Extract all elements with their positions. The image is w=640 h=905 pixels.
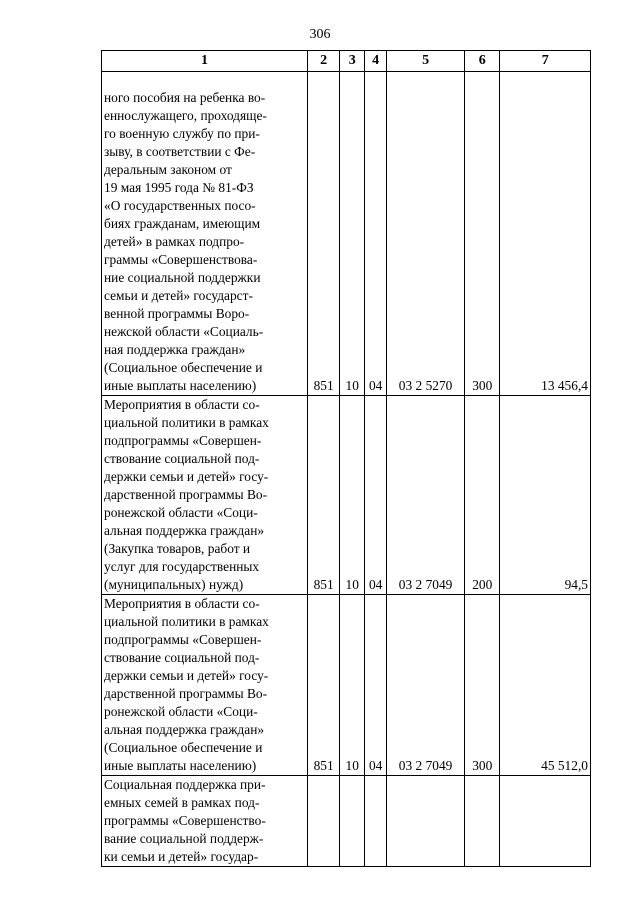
table-row [102, 776, 591, 867]
row-pr-code: 04 [365, 72, 387, 396]
row-csr-code: 03 2 5270 [387, 72, 465, 396]
row-amount [500, 776, 591, 867]
row-csr-code: 03 2 7049 [387, 595, 465, 776]
row-amount: 13 456,4 [500, 72, 591, 396]
row-csr-code: 03 2 7049 [387, 396, 465, 595]
row-description: Социальная поддержка при- емных семей в рамках под- программы «Совершенство- вание социальной поддерж- ки семьи и детей» государ- [102, 776, 308, 867]
table-body [102, 72, 591, 867]
header-row [102, 51, 591, 72]
row-rz-code: 10 [340, 72, 365, 396]
page-number: 306 [309, 27, 331, 42]
table-row [102, 72, 591, 396]
table-row [102, 396, 591, 595]
column-header-1: 1 [102, 51, 308, 72]
column-header-6: 6 [465, 51, 500, 72]
row-pr-code: 04 [365, 595, 387, 776]
row-csr-code [387, 776, 465, 867]
row-vr-code [465, 776, 500, 867]
row-gr-code: 851 [308, 72, 340, 396]
row-gr-code: 851 [308, 396, 340, 595]
row-pr-code: 04 [365, 396, 387, 595]
row-gr-code [308, 776, 340, 867]
row-amount: 94,5 [500, 396, 591, 595]
row-description: Мероприятия в области со- циальной политики в рамках подпрограммы «Совершен- ствование социальной под- держки семьи и детей» госу- дарственной программы Во- ронежской области «Соци- альная поддержка граждан» (Социальное обеспечение и иные выплаты населению) [102, 595, 308, 776]
row-gr-code: 851 [308, 595, 340, 776]
row-rz-code [340, 776, 365, 867]
table-header [102, 51, 591, 72]
row-description: ного пособия на ребенка во- еннослужащего, проходяще- го военную службу по при- зыву, в соответствии с Фе- деральным законом от 19 мая 1995 года № 81-ФЗ «О государственных посо- биях гражданам, имеющим детей» в рамках подпро- граммы «Совершенствова- ние социальной поддержки семьи и детей» государст- венной программы Воро- нежской области «Социаль- ная поддержка граждан» (Социальное обеспечение и иные выплаты населению) [102, 72, 308, 396]
row-rz-code: 10 [340, 595, 365, 776]
column-header-5: 5 [387, 51, 465, 72]
row-vr-code: 300 [465, 72, 500, 396]
column-header-7: 7 [500, 51, 591, 72]
column-header-3: 3 [340, 51, 365, 72]
row-vr-code: 200 [465, 396, 500, 595]
row-description: Мероприятия в области со- циальной политики в рамках подпрограммы «Совершен- ствование социальной под- держки семьи и детей» госу- дарственной программы Во- ронежской области «Соци- альная поддержка граждан» (Закупка товаров, работ и услуг для государственных (муниципальных) нужд) [102, 396, 308, 595]
column-header-2: 2 [308, 51, 340, 72]
budget-table [101, 50, 591, 867]
row-vr-code: 300 [465, 595, 500, 776]
column-header-4: 4 [365, 51, 387, 72]
row-pr-code [365, 776, 387, 867]
row-amount: 45 512,0 [500, 595, 591, 776]
table-row [102, 595, 591, 776]
row-rz-code: 10 [340, 396, 365, 595]
